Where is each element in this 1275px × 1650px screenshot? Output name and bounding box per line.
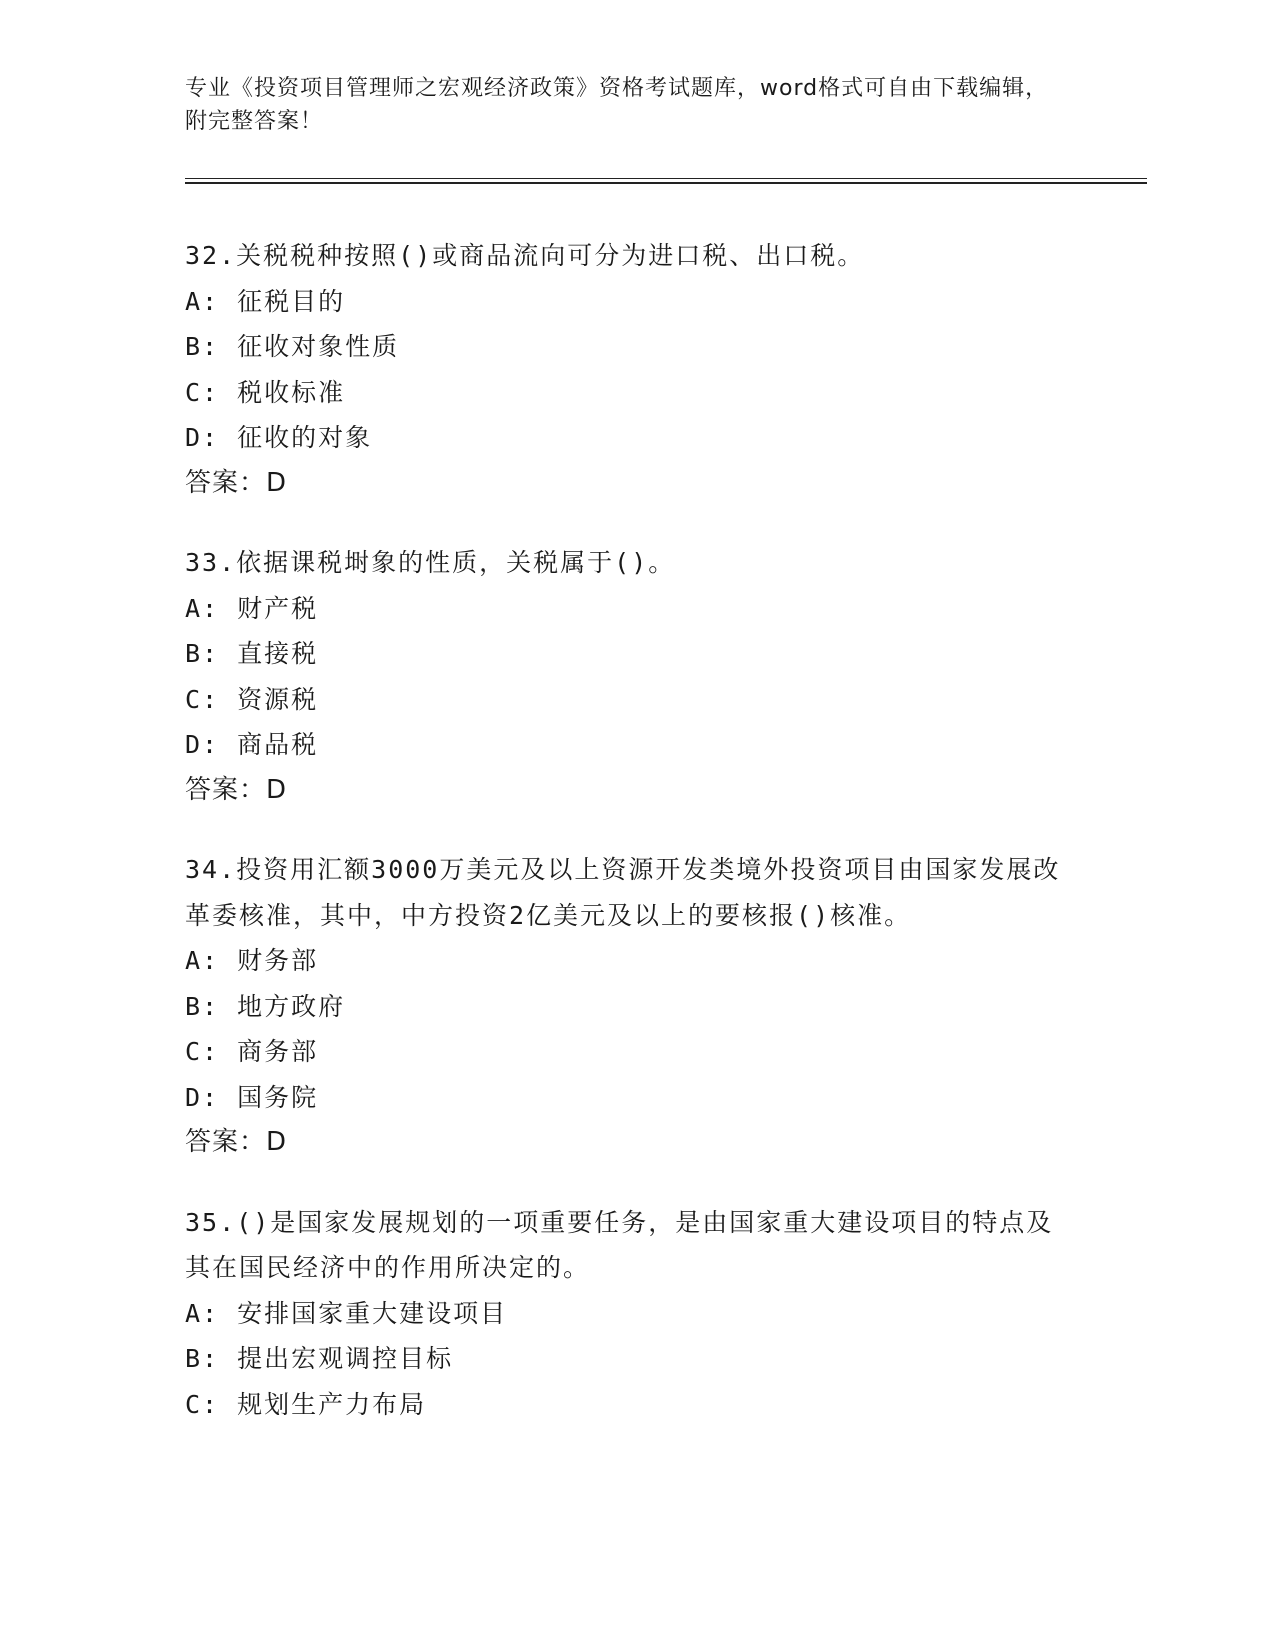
- option-a: [185, 279, 1085, 325]
- question-32: [185, 233, 1085, 506]
- option-text: 国务院: [237, 1082, 319, 1112]
- question-33: [185, 540, 1085, 813]
- option-letter: C:: [185, 1389, 220, 1419]
- document-header: 专业《投资项目管理师之宏观经济政策》资格考试题库，word格式可自由下载编辑，附完整答案！: [185, 76, 1049, 134]
- option-text: 资源税: [237, 684, 319, 714]
- option-c: [185, 370, 1085, 416]
- question-stem: 33.依据课税埘象的性质，关税属于()。: [185, 548, 676, 577]
- option-text: 征收对象性质: [237, 332, 400, 361]
- option-text: 提出宏观调控目标: [237, 1344, 454, 1373]
- option-b: [185, 1336, 1085, 1382]
- option-c: [185, 1382, 1085, 1428]
- answer-line: 答案：D: [185, 467, 288, 498]
- option-text: 税收标准: [237, 377, 346, 407]
- option-b: [185, 324, 1085, 370]
- option-text: 财务部: [237, 946, 319, 975]
- option-c: [185, 1029, 1085, 1075]
- option-letter: A:: [185, 286, 220, 316]
- option-letter: C:: [185, 1037, 220, 1066]
- option-letter: A:: [185, 946, 220, 975]
- option-letter: D:: [185, 1082, 220, 1112]
- option-letter: B:: [185, 332, 220, 361]
- option-text: 直接税: [237, 639, 319, 668]
- option-letter: A:: [185, 1298, 220, 1328]
- option-text: 商品税: [237, 730, 319, 759]
- option-letter: C:: [185, 377, 220, 407]
- option-d: [185, 722, 1085, 768]
- option-text: 商务部: [237, 1037, 319, 1066]
- option-letter: C:: [185, 684, 220, 714]
- option-a: [185, 1291, 1085, 1337]
- option-c: [185, 677, 1085, 723]
- question-35: [185, 1200, 1085, 1428]
- option-text: 财产税: [237, 593, 319, 623]
- option-a: [185, 586, 1085, 632]
- option-letter: B:: [185, 991, 220, 1021]
- option-d: [185, 415, 1085, 461]
- option-d: [185, 1075, 1085, 1121]
- option-letter: D:: [185, 730, 220, 759]
- question-stem: 32.关税税种按照()或商品流向可分为进口税、出口税。: [185, 241, 865, 270]
- question-stem: 35.()是国家发展规划的一项重要任务，是由国家重大建设项目的特点及其在国民经济中的作用所决定的。: [185, 1207, 1054, 1282]
- question-list: [185, 233, 1085, 1461]
- header-divider-thin: [185, 178, 1147, 179]
- question-stem: 34.投资用汇额3000万美元及以上资源开发类境外投资项目由国家发展改革委核准，其中，中方投资2亿美元及以上的要核报()核准。: [185, 855, 1061, 930]
- option-text: 安排国家重大建设项目: [237, 1298, 508, 1328]
- option-letter: A:: [185, 593, 220, 623]
- answer-line: 答案：D: [185, 1127, 288, 1157]
- option-text: 规划生产力布局: [237, 1389, 427, 1419]
- option-a: [185, 938, 1085, 984]
- option-b: [185, 631, 1085, 677]
- option-letter: D:: [185, 423, 220, 452]
- answer-line: 答案：D: [185, 774, 288, 805]
- header-divider-thick: [185, 182, 1147, 184]
- option-b: [185, 984, 1085, 1030]
- option-letter: B:: [185, 1344, 220, 1373]
- option-letter: B:: [185, 639, 220, 668]
- question-34: [185, 847, 1085, 1166]
- option-text: 征收的对象: [237, 423, 373, 452]
- option-text: 地方政府: [237, 991, 346, 1021]
- option-text: 征税目的: [237, 286, 346, 316]
